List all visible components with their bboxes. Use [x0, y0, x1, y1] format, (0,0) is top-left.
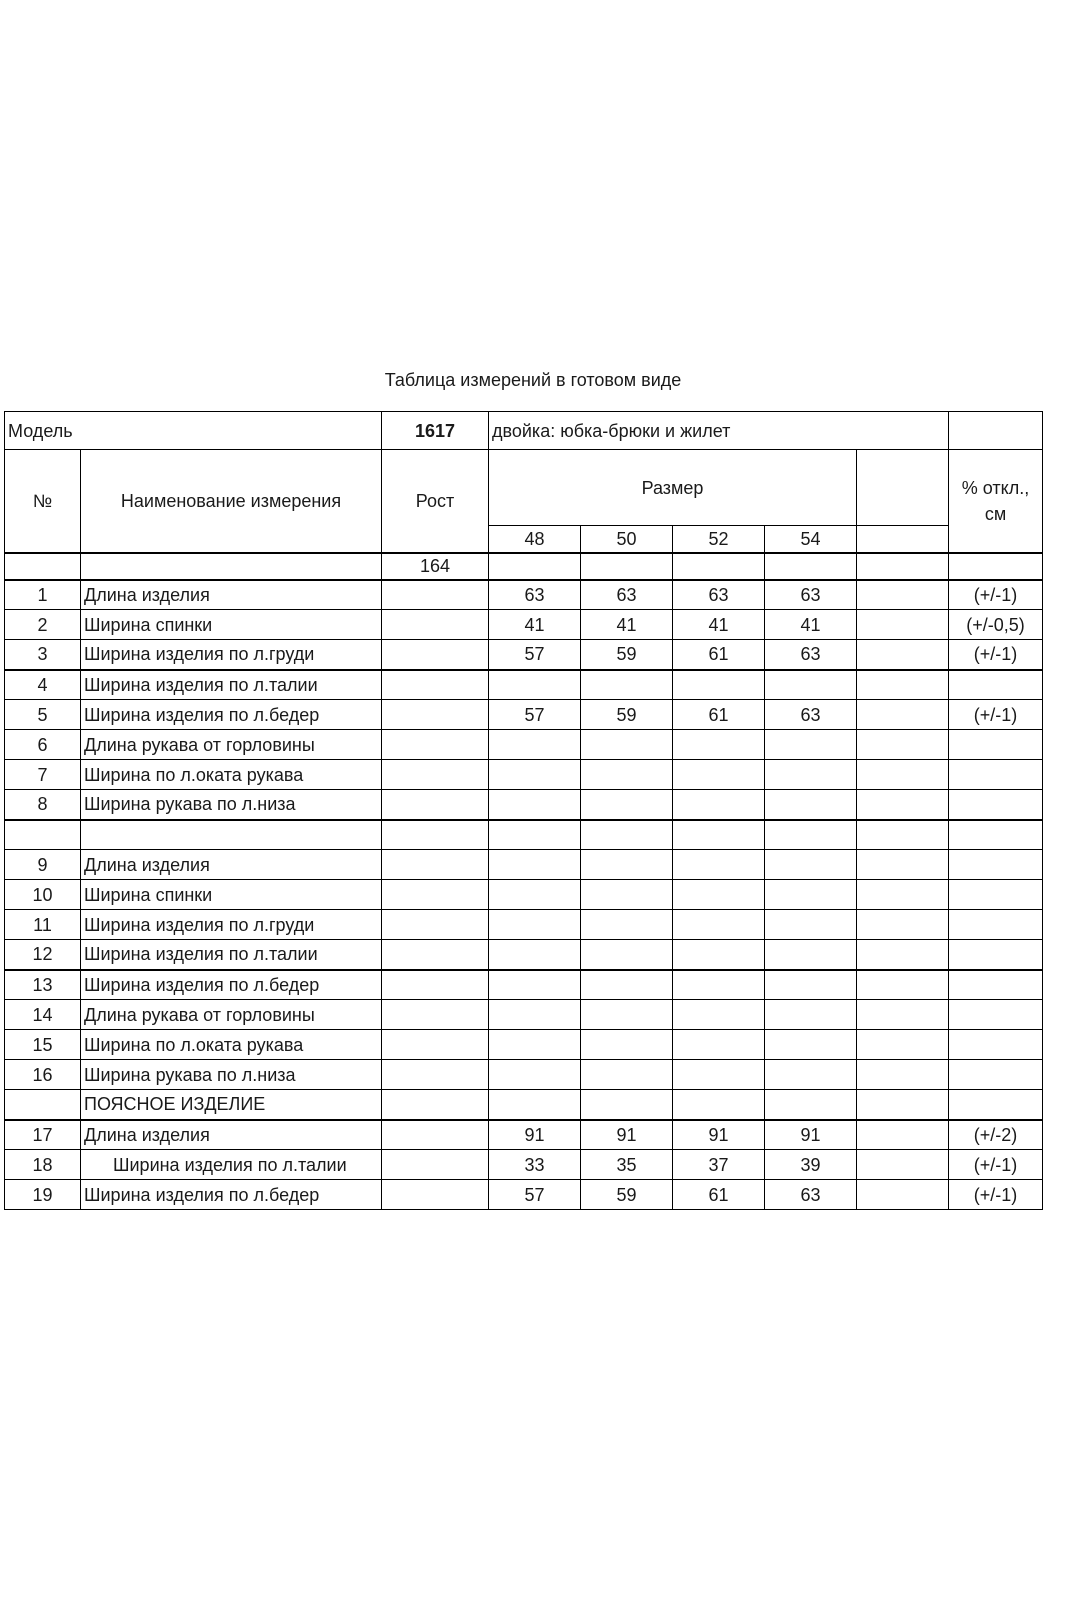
measurement-name: Длина рукава от горловины	[81, 1000, 382, 1030]
row-number: 17	[5, 1120, 81, 1150]
model-label: Модель	[5, 412, 382, 450]
value-48: 91	[489, 1120, 581, 1150]
measurement-name: Ширина спинки	[81, 880, 382, 910]
extra-cell	[857, 880, 949, 910]
value-50	[581, 1030, 673, 1060]
value-52	[673, 670, 765, 700]
measurement-name: Длина изделия	[81, 850, 382, 880]
value-52	[673, 1030, 765, 1060]
value-50: 35	[581, 1150, 673, 1180]
no-header: №	[5, 450, 81, 553]
value-54	[765, 1000, 857, 1030]
value-54	[765, 820, 857, 850]
table-row	[5, 880, 1043, 910]
size-52: 52	[673, 526, 765, 553]
size-54: 54	[765, 526, 857, 553]
height-cell	[382, 580, 489, 610]
value-52	[673, 1060, 765, 1090]
height-cell	[382, 760, 489, 790]
value-52: 61	[673, 1180, 765, 1210]
tolerance-header: % откл., см	[949, 450, 1043, 553]
row-number: 2	[5, 610, 81, 640]
value-52	[673, 760, 765, 790]
value-54	[765, 910, 857, 940]
extra-cell	[857, 1030, 949, 1060]
value-54: 63	[765, 640, 857, 670]
value-50: 59	[581, 700, 673, 730]
value-50	[581, 1000, 673, 1030]
height-cell	[382, 610, 489, 640]
row-number: 6	[5, 730, 81, 760]
measurement-name: Ширина рукава по л.низа	[81, 790, 382, 820]
value-52: 37	[673, 1150, 765, 1180]
value-48: 57	[489, 1180, 581, 1210]
tolerance-value	[949, 850, 1043, 880]
table-row	[5, 790, 1043, 820]
row-number: 10	[5, 880, 81, 910]
measurement-name: Длина изделия	[81, 1120, 382, 1150]
tolerance-value	[949, 790, 1043, 820]
measurement-name: Ширина изделия по л.груди	[81, 910, 382, 940]
height-cell	[382, 880, 489, 910]
tolerance-value	[949, 1060, 1043, 1090]
height-value: 164	[382, 553, 489, 580]
model-row	[5, 412, 1043, 450]
value-52: 41	[673, 610, 765, 640]
value-50	[581, 820, 673, 850]
value-48: 33	[489, 1150, 581, 1180]
value-54	[765, 1060, 857, 1090]
tolerance-value	[949, 910, 1043, 940]
value-52	[673, 940, 765, 970]
extra-cell	[857, 820, 949, 850]
value-50	[581, 970, 673, 1000]
row-number: 12	[5, 940, 81, 970]
value-48	[489, 1000, 581, 1030]
tolerance-value: (+/-1)	[949, 1180, 1043, 1210]
value-50: 59	[581, 640, 673, 670]
value-50	[581, 760, 673, 790]
height-cell	[382, 940, 489, 970]
value-50	[581, 790, 673, 820]
value-52: 61	[673, 700, 765, 730]
table-row	[5, 1180, 1043, 1210]
value-48	[489, 730, 581, 760]
value-52: 61	[673, 640, 765, 670]
value-50: 91	[581, 1120, 673, 1150]
value-50: 63	[581, 580, 673, 610]
value-54	[765, 730, 857, 760]
height-cell	[382, 1180, 489, 1210]
value-54	[765, 880, 857, 910]
value-48: 41	[489, 610, 581, 640]
tolerance-value: (+/-2)	[949, 1120, 1043, 1150]
measurement-name: Ширина изделия по л.груди	[81, 640, 382, 670]
tolerance-value: (+/-1)	[949, 580, 1043, 610]
height-cell	[382, 850, 489, 880]
table-row	[5, 850, 1043, 880]
value-52: 63	[673, 580, 765, 610]
value-50: 41	[581, 610, 673, 640]
height-cell	[382, 910, 489, 940]
tolerance-value	[949, 970, 1043, 1000]
extra-cell	[857, 1000, 949, 1030]
value-50	[581, 850, 673, 880]
height-cell	[382, 820, 489, 850]
value-48: 57	[489, 700, 581, 730]
measurement-name: Ширина изделия по л.бедер	[81, 1180, 382, 1210]
extra-cell	[857, 760, 949, 790]
table-row	[5, 1150, 1043, 1180]
value-54	[765, 1090, 857, 1120]
measurement-name: ПОЯСНОЕ ИЗДЕЛИЕ	[81, 1090, 382, 1120]
row-number: 14	[5, 1000, 81, 1030]
table-row	[5, 1000, 1043, 1030]
value-54: 63	[765, 700, 857, 730]
extra-cell	[857, 970, 949, 1000]
measurement-name: Ширина изделия по л.бедер	[81, 700, 382, 730]
extra-cell	[857, 1180, 949, 1210]
header-row	[5, 450, 1043, 526]
row-number: 13	[5, 970, 81, 1000]
value-48: 63	[489, 580, 581, 610]
table-row	[5, 670, 1043, 700]
extra-cell	[857, 850, 949, 880]
table-row	[5, 760, 1043, 790]
tolerance-value	[949, 820, 1043, 850]
value-54: 63	[765, 1180, 857, 1210]
value-54	[765, 760, 857, 790]
table-row	[5, 1120, 1043, 1150]
value-50: 59	[581, 1180, 673, 1210]
measurement-name: Ширина изделия по л.талии	[81, 940, 382, 970]
row-number: 3	[5, 640, 81, 670]
value-48	[489, 820, 581, 850]
table-row	[5, 910, 1043, 940]
tolerance-value	[949, 760, 1043, 790]
value-50	[581, 1060, 673, 1090]
value-54	[765, 940, 857, 970]
value-54	[765, 670, 857, 700]
row-number: 7	[5, 760, 81, 790]
value-54: 91	[765, 1120, 857, 1150]
measurement-name: Ширина по л.оката рукава	[81, 760, 382, 790]
extra-cell	[857, 790, 949, 820]
table-row	[5, 820, 1043, 850]
value-54	[765, 790, 857, 820]
tolerance-value	[949, 670, 1043, 700]
size-50: 50	[581, 526, 673, 553]
table-row	[5, 700, 1043, 730]
row-number: 18	[5, 1150, 81, 1180]
tolerance-value: (+/-1)	[949, 700, 1043, 730]
value-52	[673, 820, 765, 850]
table-row	[5, 640, 1043, 670]
row-number: 16	[5, 1060, 81, 1090]
value-52: 91	[673, 1120, 765, 1150]
height-cell	[382, 790, 489, 820]
value-54: 63	[765, 580, 857, 610]
row-number: 5	[5, 700, 81, 730]
measurement-name: Длина изделия	[81, 580, 382, 610]
height-cell	[382, 700, 489, 730]
extra-cell	[857, 1090, 949, 1120]
tolerance-value	[949, 730, 1043, 760]
measurement-name: Ширина спинки	[81, 610, 382, 640]
row-number: 15	[5, 1030, 81, 1060]
row-number	[5, 820, 81, 850]
tolerance-value: (+/-1)	[949, 1150, 1043, 1180]
value-54: 39	[765, 1150, 857, 1180]
measurement-name	[81, 820, 382, 850]
measurement-name: Ширина изделия по л.талии	[81, 670, 382, 700]
tolerance-value	[949, 1000, 1043, 1030]
tolerance-value	[949, 880, 1043, 910]
height-cell	[382, 1030, 489, 1060]
value-48	[489, 760, 581, 790]
height-cell	[382, 670, 489, 700]
extra-cell	[857, 730, 949, 760]
row-number: 19	[5, 1180, 81, 1210]
height-header: Рост	[382, 450, 489, 553]
measurement-name: Ширина изделия по л.талии	[81, 1150, 382, 1180]
row-number: 8	[5, 790, 81, 820]
tolerance-value	[949, 1090, 1043, 1120]
value-48	[489, 910, 581, 940]
extra-cell	[857, 670, 949, 700]
value-52	[673, 970, 765, 1000]
table-row	[5, 1030, 1043, 1060]
tolerance-value: (+/-1)	[949, 640, 1043, 670]
value-52	[673, 910, 765, 940]
table-row	[5, 940, 1043, 970]
table-row	[5, 730, 1043, 760]
extra-cell	[857, 1060, 949, 1090]
value-48	[489, 790, 581, 820]
value-50	[581, 1090, 673, 1120]
extra-cell	[857, 580, 949, 610]
tolerance-value	[949, 1030, 1043, 1060]
row-number: 1	[5, 580, 81, 610]
measurement-name: Длина рукава от горловины	[81, 730, 382, 760]
value-52	[673, 1090, 765, 1120]
extra-cell	[857, 940, 949, 970]
value-48	[489, 1090, 581, 1120]
height-cell	[382, 970, 489, 1000]
value-48	[489, 1030, 581, 1060]
row-number: 11	[5, 910, 81, 940]
table-row	[5, 1060, 1043, 1090]
height-cell	[382, 1060, 489, 1090]
height-cell	[382, 1120, 489, 1150]
extra-cell	[857, 1120, 949, 1150]
model-description: двойка: юбка-брюки и жилет	[489, 412, 949, 450]
height-cell	[382, 1000, 489, 1030]
measurement-name: Ширина изделия по л.бедер	[81, 970, 382, 1000]
row-number	[5, 1090, 81, 1120]
height-cell	[382, 640, 489, 670]
value-50	[581, 670, 673, 700]
measurements-table	[4, 411, 1043, 1210]
extra-cell	[857, 700, 949, 730]
value-48	[489, 940, 581, 970]
value-50	[581, 910, 673, 940]
value-48	[489, 880, 581, 910]
value-54: 41	[765, 610, 857, 640]
model-number: 1617	[382, 412, 489, 450]
tolerance-value: (+/-0,5)	[949, 610, 1043, 640]
extra-cell	[857, 1150, 949, 1180]
height-cell	[382, 1150, 489, 1180]
value-52	[673, 850, 765, 880]
row-number: 4	[5, 670, 81, 700]
value-52	[673, 880, 765, 910]
height-cell	[382, 730, 489, 760]
value-48	[489, 970, 581, 1000]
row-number: 9	[5, 850, 81, 880]
table-row	[5, 1090, 1043, 1120]
measurement-name: Ширина рукава по л.низа	[81, 1060, 382, 1090]
value-48	[489, 670, 581, 700]
value-50	[581, 940, 673, 970]
value-52	[673, 790, 765, 820]
table-title: Таблица измерений в готовом виде	[384, 370, 682, 390]
value-54	[765, 970, 857, 1000]
value-52	[673, 730, 765, 760]
value-48: 57	[489, 640, 581, 670]
value-54	[765, 850, 857, 880]
table-row	[5, 580, 1043, 610]
tolerance-value	[949, 940, 1043, 970]
extra-cell	[857, 610, 949, 640]
value-50	[581, 880, 673, 910]
extra-cell	[857, 910, 949, 940]
value-54	[765, 1030, 857, 1060]
value-50	[581, 730, 673, 760]
name-header: Наименование измерения	[81, 450, 382, 553]
value-48	[489, 850, 581, 880]
size-48: 48	[489, 526, 581, 553]
value-52	[673, 1000, 765, 1030]
table-row	[5, 610, 1043, 640]
height-cell	[382, 1090, 489, 1120]
height-value-row	[5, 553, 1043, 580]
extra-cell	[857, 640, 949, 670]
table-row	[5, 970, 1043, 1000]
measurement-name: Ширина по л.оката рукава	[81, 1030, 382, 1060]
size-header: Размер	[489, 450, 857, 526]
value-48	[489, 1060, 581, 1090]
